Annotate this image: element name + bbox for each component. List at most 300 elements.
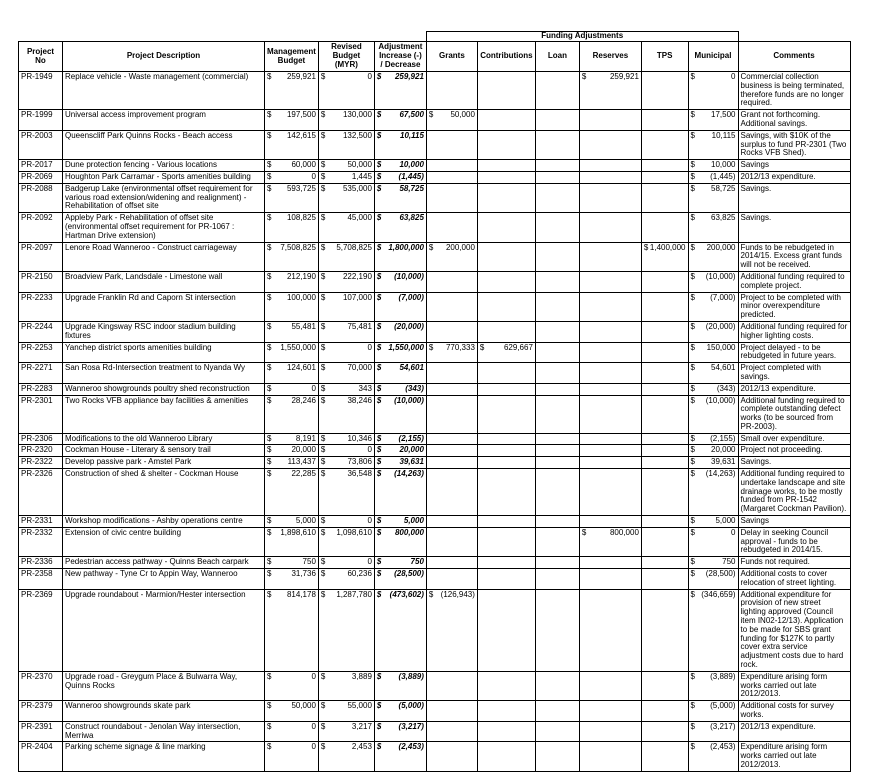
table-row [19, 292, 851, 321]
cell-comments [738, 292, 850, 321]
currency-symbol: $ [690, 742, 695, 752]
currency-symbol: $ [267, 110, 272, 120]
cell-comments [738, 72, 850, 110]
currency-symbol: $ [690, 469, 695, 479]
cell-project-no-value: PR-2320 [21, 445, 53, 455]
cell-project-description-value: Develop passive park - Amstel Park [65, 457, 192, 467]
currency-symbol: $ [690, 171, 695, 181]
cell-municipal-value: 5,000 [715, 516, 736, 526]
currency-symbol: $ [320, 701, 326, 711]
cell-project-no [19, 721, 63, 742]
cell-tps [641, 527, 688, 556]
cell-adjustment [374, 342, 426, 363]
cell-municipal-value: 0 [731, 72, 736, 81]
cell-project-no [19, 671, 63, 700]
cell-revised-budget-value: 2,453 [351, 742, 372, 752]
cell-project-description [63, 171, 265, 183]
cell-municipal [688, 457, 738, 469]
cell-municipal [688, 383, 738, 395]
currency-symbol: $ [690, 271, 695, 281]
cell-grants [426, 527, 477, 556]
table-row [19, 445, 851, 457]
cell-municipal [688, 130, 738, 159]
cell-adjustment [374, 130, 426, 159]
cell-comments-value: Savings, with $10K of the surplus to fund PR-2301 (Two Rocks VFB Shed). [740, 130, 847, 158]
cell-project-no-value: PR-2003 [21, 130, 53, 140]
cell-adjustment [374, 292, 426, 321]
cell-project-no [19, 569, 63, 590]
cell-project-no-value: PR-2301 [21, 395, 53, 405]
cell-contributions [477, 321, 535, 342]
cell-grants [426, 363, 477, 384]
currency-symbol: $ [320, 569, 326, 579]
cell-comments [738, 469, 850, 516]
cell-reserves [579, 363, 641, 384]
cell-revised-budget [318, 110, 374, 131]
cell-management-budget [265, 292, 319, 321]
cell-adjustment-value: 10,115 [400, 130, 424, 140]
cell-adjustment-value: (2,155) [398, 433, 424, 443]
cell-reserves [579, 742, 641, 771]
cell-municipal-value: (343) [716, 383, 736, 393]
cell-management-budget-value: 20,000 [291, 445, 316, 455]
cell-grants-value: (126,943) [440, 589, 475, 599]
cell-management-budget-value: 60,000 [291, 160, 316, 170]
currency-symbol: $ [267, 130, 272, 140]
cell-management-budget-value: 28,246 [291, 395, 316, 405]
cell-management-budget [265, 110, 319, 131]
cell-comments-value: Additional funding required to undertake landscape and site drainage works, to be mostly funded from PR-1542 (Margaret Cockman Pavilion). [740, 469, 847, 514]
cell-grants [426, 433, 477, 445]
cell-reserves [579, 457, 641, 469]
cell-project-description-value: Upgrade roundabout - Marmion/Hester intersection [65, 589, 246, 599]
cell-project-no-value: PR-2358 [21, 569, 53, 579]
cell-project-no-value: PR-2326 [21, 469, 53, 479]
cell-reserves [579, 242, 641, 271]
cell-project-no [19, 213, 63, 242]
cell-project-description-value: Construct roundabout - Jenolan Way intersection, Merriwa [65, 721, 241, 740]
cell-loan [535, 171, 579, 183]
cell-reserves-value: 800,000 [609, 527, 639, 537]
cell-tps [641, 589, 688, 671]
cell-project-description [63, 383, 265, 395]
cell-management-budget-value: 142,615 [286, 130, 316, 140]
cell-management-budget [265, 242, 319, 271]
currency-symbol: $ [376, 589, 382, 599]
table-row [19, 321, 851, 342]
cell-management-budget-value: 750 [302, 557, 316, 567]
cell-municipal [688, 110, 738, 131]
cell-loan [535, 589, 579, 671]
currency-symbol: $ [376, 321, 382, 331]
cell-contributions [477, 213, 535, 242]
cell-revised-budget [318, 671, 374, 700]
cell-comments-value: Additional funding required for higher lighting costs. [740, 321, 848, 340]
cell-management-budget-value: 8,191 [295, 433, 316, 443]
currency-symbol: $ [320, 557, 326, 567]
cell-revised-budget [318, 433, 374, 445]
cell-management-budget [265, 271, 319, 292]
cell-municipal [688, 342, 738, 363]
cell-revised-budget-value: 73,806 [347, 457, 372, 467]
currency-symbol: $ [376, 433, 382, 443]
cell-comments [738, 183, 850, 212]
col-grants: Grants [426, 42, 477, 72]
cell-comments-value: Commercial collection business is being terminated, therefore funds are no longer required. [740, 72, 845, 108]
cell-municipal-value: (346,659) [701, 589, 736, 599]
table-row [19, 271, 851, 292]
currency-symbol: $ [320, 160, 326, 170]
cell-comments [738, 516, 850, 528]
currency-symbol: $ [376, 213, 382, 223]
cell-revised-budget-value: 132,500 [342, 130, 372, 140]
cell-reserves [579, 433, 641, 445]
cell-project-no-value: PR-2097 [21, 242, 53, 252]
cell-project-no-value: PR-2336 [21, 557, 53, 567]
cell-comments [738, 721, 850, 742]
currency-symbol: $ [320, 742, 326, 752]
cell-comments [738, 213, 850, 242]
currency-symbol: $ [376, 469, 382, 479]
cell-revised-budget [318, 363, 374, 384]
cell-loan [535, 130, 579, 159]
currency-symbol: $ [376, 183, 382, 193]
cell-adjustment [374, 557, 426, 569]
cell-loan [535, 557, 579, 569]
currency-symbol: $ [267, 321, 272, 331]
cell-contributions [477, 445, 535, 457]
cell-project-no-value: PR-2370 [21, 671, 53, 681]
cell-adjustment-value: (28,500) [394, 569, 424, 579]
cell-management-budget-value: 5,000 [295, 516, 316, 526]
cell-project-description-value: Yanchep district sports amenities building [65, 342, 212, 352]
cell-revised-budget-value: 50,000 [347, 160, 372, 170]
cell-management-budget [265, 171, 319, 183]
currency-symbol: $ [690, 242, 695, 252]
cell-project-description-value: Broadview Park, Landsdale - Limestone wall [65, 271, 223, 281]
cell-adjustment [374, 395, 426, 433]
cell-comments-value: Savings. [740, 457, 772, 467]
currency-symbol: $ [376, 72, 382, 81]
table-row [19, 433, 851, 445]
cell-comments [738, 701, 850, 722]
cell-comments-value: Grant not forthcoming. Additional savings. [740, 110, 821, 128]
cell-project-no [19, 292, 63, 321]
cell-management-budget [265, 742, 319, 771]
cell-project-no [19, 183, 63, 212]
cell-comments [738, 383, 850, 395]
currency-symbol: $ [690, 457, 695, 467]
cell-tps [641, 469, 688, 516]
cell-tps [641, 742, 688, 771]
cell-reserves [579, 271, 641, 292]
cell-adjustment-value: 800,000 [394, 527, 424, 537]
cell-adjustment [374, 569, 426, 590]
cell-adjustment-value: 750 [410, 557, 424, 567]
table-row [19, 183, 851, 212]
cell-adjustment [374, 469, 426, 516]
cell-loan [535, 271, 579, 292]
cell-grants [426, 292, 477, 321]
currency-symbol: $ [376, 342, 382, 352]
cell-municipal-value: 750 [722, 557, 736, 567]
cell-project-description [63, 701, 265, 722]
cell-revised-budget-value: 0 [367, 445, 372, 455]
cell-management-budget-value: 0 [311, 721, 316, 731]
cell-revised-budget [318, 183, 374, 212]
cell-adjustment-value: 54,601 [399, 363, 424, 373]
cell-reserves [579, 110, 641, 131]
cell-management-budget-value: 31,736 [291, 569, 316, 579]
cell-municipal-value: (28,500) [705, 569, 736, 579]
cell-adjustment-value: 5,000 [403, 516, 424, 526]
currency-symbol: $ [267, 457, 272, 467]
currency-symbol: $ [320, 130, 326, 140]
currency-symbol: $ [376, 271, 382, 281]
cell-project-no [19, 342, 63, 363]
currency-symbol: $ [376, 516, 382, 526]
col-project-no: Project No [19, 42, 63, 72]
currency-symbol: $ [267, 721, 272, 731]
currency-symbol: $ [320, 433, 326, 443]
cell-municipal-value: 150,000 [706, 342, 736, 352]
cell-comments-value: Additional costs for survey works. [740, 701, 834, 719]
cell-contributions [477, 557, 535, 569]
cell-management-budget [265, 721, 319, 742]
currency-symbol: $ [690, 569, 695, 579]
currency-symbol: $ [267, 160, 272, 170]
currency-symbol: $ [267, 292, 272, 302]
cell-municipal [688, 527, 738, 556]
cell-contributions [477, 363, 535, 384]
cell-adjustment [374, 516, 426, 528]
cell-loan [535, 363, 579, 384]
cell-management-budget [265, 527, 319, 556]
cell-management-budget-value: 0 [311, 671, 316, 681]
cell-grants [426, 516, 477, 528]
cell-revised-budget-value: 5,708,825 [336, 242, 372, 252]
cell-loan [535, 72, 579, 110]
cell-tps [641, 457, 688, 469]
table-body [19, 72, 851, 772]
cell-grants [426, 242, 477, 271]
cell-adjustment [374, 701, 426, 722]
cell-project-no-value: PR-2379 [21, 701, 53, 711]
currency-symbol: $ [267, 383, 272, 393]
cell-reserves [579, 569, 641, 590]
cell-project-description [63, 130, 265, 159]
cell-revised-budget-value: 0 [367, 557, 372, 567]
cell-management-budget [265, 516, 319, 528]
cell-contributions [477, 569, 535, 590]
currency-symbol: $ [320, 395, 326, 405]
cell-project-no-value: PR-2271 [21, 363, 53, 373]
cell-project-description [63, 457, 265, 469]
cell-contributions [477, 516, 535, 528]
cell-comments [738, 160, 850, 172]
cell-management-budget [265, 395, 319, 433]
currency-symbol: $ [376, 363, 382, 373]
cell-adjustment-value: 39,631 [399, 457, 424, 467]
table-row [19, 516, 851, 528]
cell-project-description-value: New pathway - Tyne Cr to Appin Way, Wanneroo [65, 569, 238, 579]
cell-revised-budget [318, 292, 374, 321]
currency-symbol: $ [267, 342, 272, 352]
cell-municipal-value: (5,000) [710, 701, 736, 711]
cell-comments [738, 527, 850, 556]
cell-project-no-value: PR-1999 [21, 110, 53, 120]
currency-symbol: $ [690, 589, 695, 599]
col-reserves: Reserves [579, 42, 641, 72]
cell-municipal-value: (2,155) [710, 433, 736, 443]
cell-comments-value: Project completed with savings. [740, 363, 821, 381]
cell-adjustment [374, 321, 426, 342]
table-row [19, 160, 851, 172]
cell-project-description-value: Upgrade Franklin Rd and Caporn St intersection [65, 292, 236, 302]
cell-grants-value: 770,333 [445, 342, 475, 352]
col-management-budget: Management Budget [265, 42, 319, 72]
cell-municipal-value: (10,000) [705, 271, 736, 281]
cell-contributions [477, 701, 535, 722]
cell-municipal-value: (20,000) [705, 321, 736, 331]
cell-loan [535, 383, 579, 395]
cell-project-no-value: PR-2253 [21, 342, 53, 352]
currency-symbol: $ [376, 395, 382, 405]
currency-symbol: $ [690, 292, 695, 302]
cell-municipal [688, 321, 738, 342]
cell-tps [641, 72, 688, 110]
currency-symbol: $ [376, 721, 382, 731]
cell-revised-budget-value: 0 [367, 516, 372, 526]
cell-revised-budget-value: 0 [367, 72, 372, 81]
cell-project-description [63, 363, 265, 384]
cell-revised-budget-value: 60,236 [347, 569, 372, 579]
cell-contributions [477, 183, 535, 212]
cell-municipal [688, 433, 738, 445]
cell-comments [738, 671, 850, 700]
cell-comments-value: Expenditure arising form works carried out late 2012/2013. [740, 671, 828, 699]
cell-comments-value: Additional costs to cover relocation of street lighting. [740, 569, 837, 587]
cell-municipal [688, 72, 738, 110]
cell-loan [535, 569, 579, 590]
cell-project-no-value: PR-2092 [21, 213, 53, 223]
cell-comments-value: 2012/13 expenditure. [740, 721, 816, 731]
cell-contributions [477, 395, 535, 433]
currency-symbol: $ [376, 110, 382, 120]
cell-municipal-value: (1,445) [710, 171, 736, 181]
table-row [19, 110, 851, 131]
cell-management-budget [265, 383, 319, 395]
cell-comments [738, 445, 850, 457]
cell-loan [535, 445, 579, 457]
currency-symbol: $ [320, 72, 326, 81]
cell-project-description-value: Cockman House - Literary & sensory trail [65, 445, 211, 455]
cell-reserves [579, 589, 641, 671]
currency-symbol: $ [581, 72, 587, 81]
cell-comments [738, 395, 850, 433]
currency-symbol: $ [690, 671, 695, 681]
col-project-description: Project Description [63, 42, 265, 72]
cell-adjustment-value: (10,000) [394, 271, 424, 281]
cell-municipal [688, 721, 738, 742]
cell-reserves [579, 721, 641, 742]
cell-project-no-value: PR-2150 [21, 271, 53, 281]
cell-project-description-value: Queenscliff Park Quinns Rocks - Beach access [65, 130, 233, 140]
cell-municipal-value: 39,631 [711, 457, 736, 467]
cell-revised-budget-value: 535,000 [342, 183, 372, 193]
currency-symbol: $ [320, 469, 326, 479]
currency-symbol: $ [690, 342, 695, 352]
cell-tps [641, 721, 688, 742]
cell-loan [535, 433, 579, 445]
cell-project-no [19, 457, 63, 469]
cell-revised-budget-value: 36,548 [347, 469, 372, 479]
cell-management-budget-value: 197,500 [286, 110, 316, 120]
cell-management-budget [265, 321, 319, 342]
table-row [19, 671, 851, 700]
cell-revised-budget [318, 589, 374, 671]
currency-symbol: $ [320, 271, 326, 281]
cell-adjustment [374, 527, 426, 556]
currency-symbol: $ [581, 527, 587, 537]
cell-revised-budget-value: 45,000 [347, 213, 372, 223]
cell-grants [426, 557, 477, 569]
cell-revised-budget [318, 569, 374, 590]
cell-comments [738, 321, 850, 342]
cell-revised-budget [318, 242, 374, 271]
cell-tps [641, 271, 688, 292]
cell-grants [426, 342, 477, 363]
cell-revised-budget-value: 75,481 [347, 321, 372, 331]
table-row [19, 721, 851, 742]
cell-adjustment-value: 63,825 [399, 213, 424, 223]
currency-symbol: $ [320, 383, 326, 393]
header-row [19, 42, 851, 72]
currency-symbol: $ [267, 527, 272, 537]
cell-management-budget [265, 557, 319, 569]
cell-project-no [19, 527, 63, 556]
currency-symbol: $ [376, 701, 382, 711]
cell-project-description [63, 342, 265, 363]
currency-symbol: $ [320, 516, 326, 526]
cell-revised-budget-value: 0 [367, 342, 372, 352]
currency-symbol: $ [320, 321, 326, 331]
cell-tps [641, 110, 688, 131]
cell-reserves [579, 527, 641, 556]
cell-project-no-value: PR-2306 [21, 433, 53, 443]
cell-municipal-value: (3,217) [710, 721, 736, 731]
currency-symbol: $ [376, 160, 382, 170]
cell-loan [535, 701, 579, 722]
cell-municipal-value: 10,115 [711, 130, 736, 140]
currency-symbol: $ [376, 130, 382, 140]
table-row [19, 469, 851, 516]
cell-loan [535, 342, 579, 363]
currency-symbol: $ [376, 445, 382, 455]
currency-symbol: $ [320, 457, 326, 467]
cell-comments [738, 130, 850, 159]
funding-adjustments-table [18, 31, 851, 772]
cell-comments [738, 433, 850, 445]
cell-municipal-value: (10,000) [705, 395, 736, 405]
cell-adjustment-value: 10,000 [399, 160, 424, 170]
cell-municipal [688, 557, 738, 569]
cell-municipal-value: (3,889) [710, 671, 736, 681]
currency-symbol: $ [376, 527, 382, 537]
cell-contributions [477, 171, 535, 183]
currency-symbol: $ [267, 557, 272, 567]
currency-symbol: $ [267, 569, 272, 579]
